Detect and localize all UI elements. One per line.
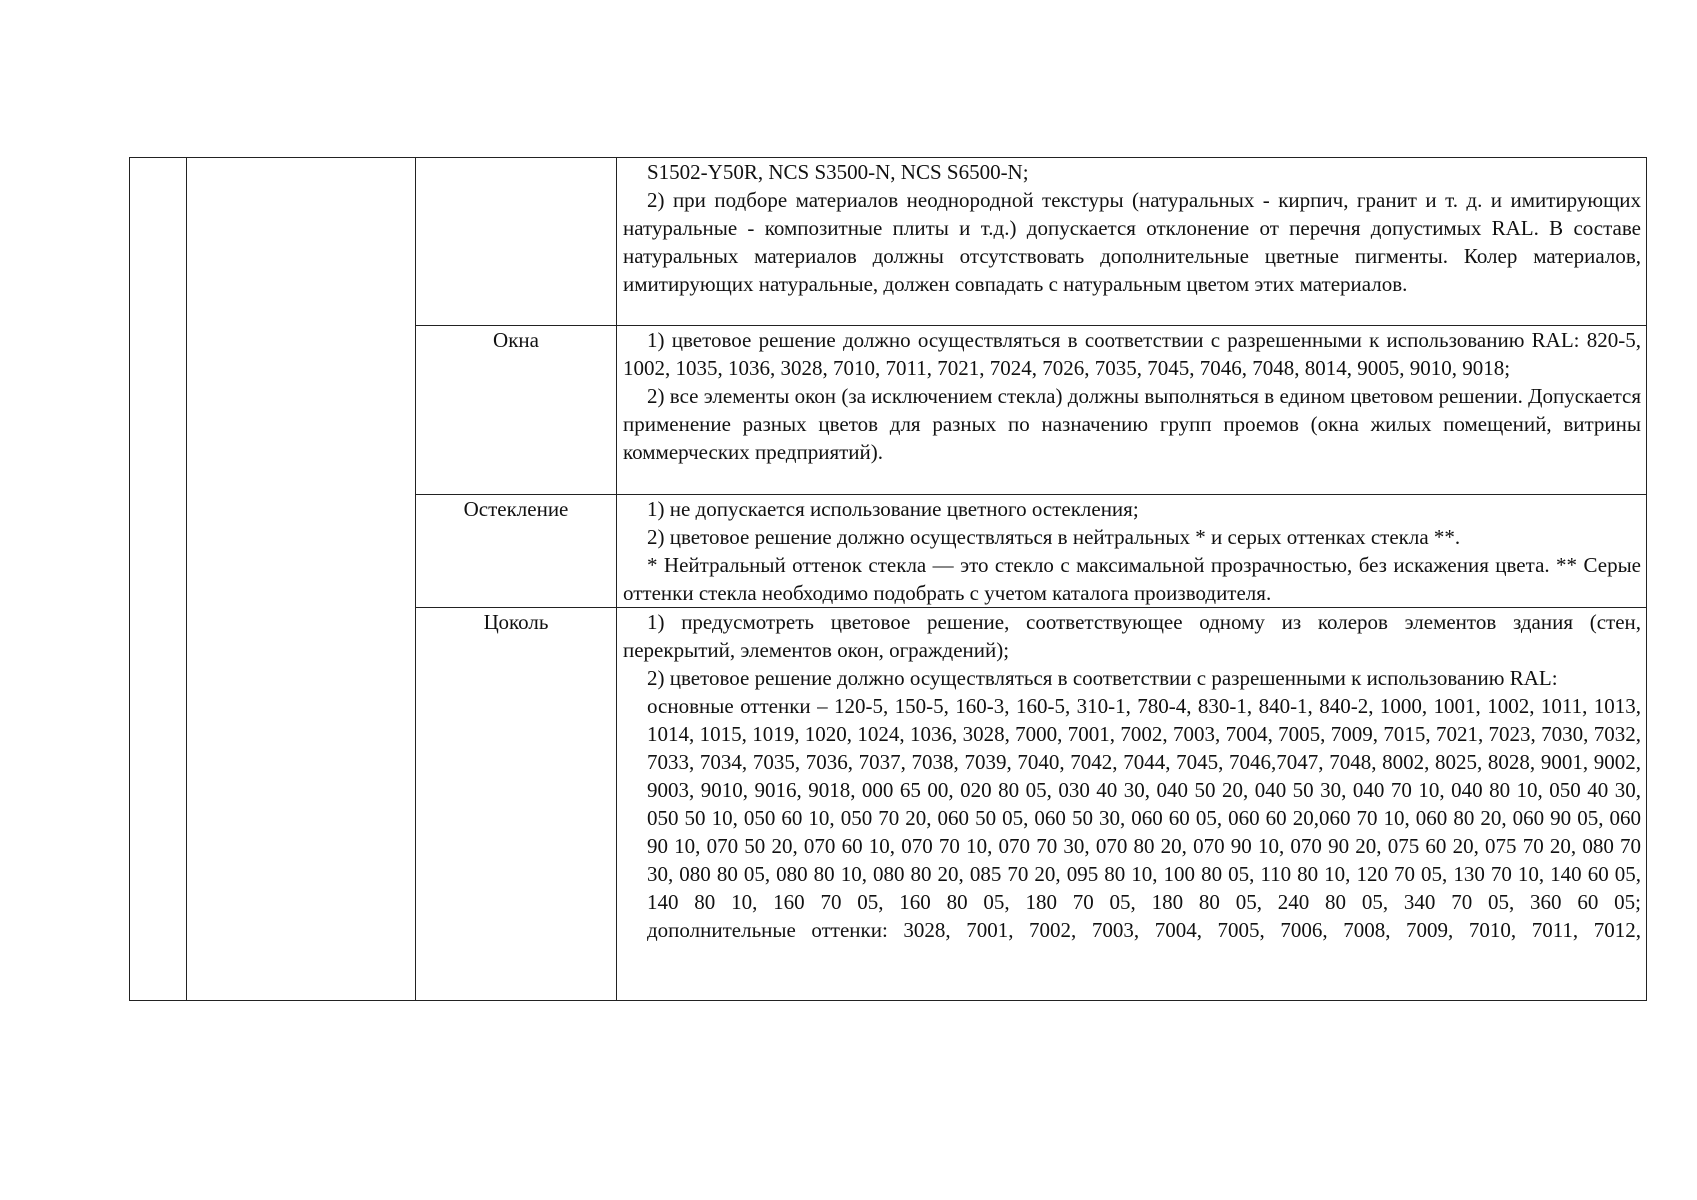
element-cell <box>416 495 617 608</box>
element-cell <box>416 326 617 495</box>
element-name: Цоколь <box>483 610 549 634</box>
requirement-paragraph: 1) не допускается использование цветного остекления; <box>647 497 1139 521</box>
requirements-cell <box>617 326 1647 495</box>
element-cell <box>416 158 617 326</box>
requirement-paragraph: основные оттенки – 120-5, 150-5, 160-3, 160-5, 310-1, 780-4, 830-1, 840-1, 840-2, 1000, 1001, 1002, 1011, 1013, 1014, 1015, 1019, 1020, 1024, 1036, 3028, 7000, 7001, 7002, 7003, 7004, 7005, 7009, 7015, 7021, 7023, 7030, 7032, 7033, 7034, 7035, 7036, 7037, 7038, 7039, 7040, 7042, 7044, 7045, 7046,7047, 7048, 8002, 8025, 8028, 9001, 9002, 9003, 9010, 9016, 9018, 000 65 00, 020 80 05, 030 40 30, 040 50 20, 040 50 30, 040 70 10, 040 80 10, 050 40 30, 050 50 10, 050 60 10, 050 70 20, 060 50 05, 060 50 30, 060 60 05, 060 60 20,060 70 10, 060 80 20, 060 90 05, 060 90 10, 070 50 20, 070 60 10, 070 70 10, 070 70 30, 070 80 20, 070 90 10, 070 90 20, 075 60 20, 075 70 20, 080 70 30, 080 80 05, 080 80 10, 080 80 20, 085 70 20, 095 80 10, 100 80 05, 110 80 10, 120 70 05, 130 70 10, 140 60 05, 140 80 10, 160 70 05, 160 80 05, 180 70 05, 180 80 05, 240 80 05, 340 70 05, 360 60 05; <box>647 694 1641 914</box>
requirements-cell <box>617 608 1647 1001</box>
requirement-paragraph: 2) цветовое решение должно осуществляться в соответствии с разрешенными к использованию RAL: <box>647 666 1558 690</box>
requirements-table <box>129 157 1647 1001</box>
element-name: Остекление <box>463 497 569 521</box>
category-cell <box>187 158 416 1001</box>
requirement-paragraph: 1) предусмотреть цветовое решение, соответствующее одному из колеров элементов здания (стен, перекрытий, элементов окон, ограждений); <box>623 610 1641 662</box>
requirement-paragraph: 1) цветовое решение должно осуществляться в соответствии с разрешенными к использованию RAL: 820-5, 1002, 1035, 1036, 3028, 7010, 7011, 7021, 7024, 7026, 7035, 7045, 7046, 7048, 8014, 9005, 9010, 9018; <box>623 328 1641 380</box>
requirement-paragraph: * Нейтральный оттенок стекла — это стекло с максимальной прозрачностью, без искажения цвета. ** Серые оттенки стекла необходимо подобрать с учетом каталога производителя. <box>623 553 1641 605</box>
number-cell <box>130 158 187 1001</box>
element-name: Окна <box>493 328 539 352</box>
requirements-cell <box>617 495 1647 608</box>
requirement-paragraph: S1502-Y50R, NCS S3500-N, NCS S6500-N; <box>647 160 1029 184</box>
table-row <box>130 158 1647 326</box>
requirement-paragraph: дополнительные оттенки: 3028, 7001, 7002, 7003, 7004, 7005, 7006, 7008, 7009, 7010, 7011, 7012, <box>647 918 1641 942</box>
requirement-paragraph: 2) цветовое решение должно осуществляться в нейтральных * и серых оттенках стекла **. <box>647 525 1461 549</box>
requirements-cell <box>617 158 1647 326</box>
requirement-paragraph: 2) при подборе материалов неоднородной текстуры (натуральных - кирпич, гранит и т. д. и имитирующих натуральные - композитные плиты и т.д.) допускается отклонение от перечня допустимых RAL. В составе натуральных материалов должны отсутствовать дополнительные цветные пигменты. Колер материалов, имитирующих натуральные, должен совпадать с натуральным цветом этих материалов. <box>623 188 1641 296</box>
element-cell <box>416 608 617 1001</box>
requirement-paragraph: 2) все элементы окон (за исключением стекла) должны выполняться в едином цветовом решении. Допускается применение разных цветов для разных по назначению групп проемов (окна жилых помещений, витрины коммерческих предприятий). <box>623 384 1641 464</box>
